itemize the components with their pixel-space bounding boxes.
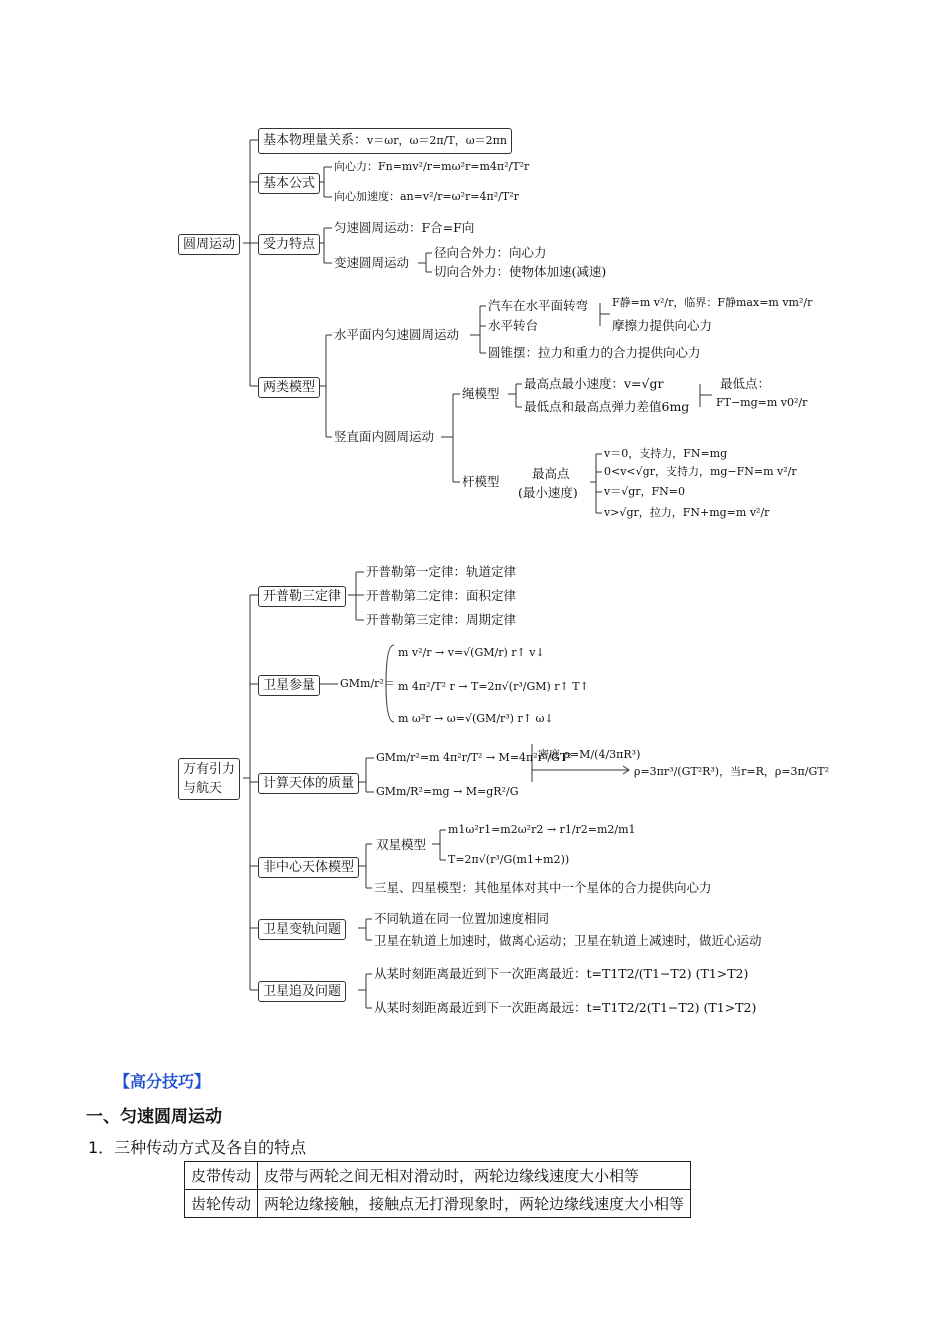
gravity-root-line1: 万有引力 bbox=[183, 762, 236, 777]
kepler-second-law: 开普勒第二定律：面积定律 bbox=[366, 588, 517, 603]
tips-heading: 【高分技巧】 bbox=[114, 1072, 211, 1091]
basic-formula-node: 基本公式 bbox=[258, 173, 320, 194]
rod-model-text: 杆模型 bbox=[462, 474, 500, 489]
centripetal-force-formula: 向心力：Fn=mv²/r=mω²r=m4π²/T²r bbox=[334, 160, 530, 173]
mass-calculation-node: 计算天体的质量 bbox=[258, 773, 359, 794]
vertical-motion-text: 竖直面内圆周运动 bbox=[334, 429, 435, 444]
gravity-root-line2: 与航天 bbox=[183, 781, 223, 796]
orbit-change-node: 卫星变轨问题 bbox=[258, 919, 346, 940]
orbit-change-line2: 卫星在轨道上加速时，做离心运动；卫星在轨道上减速时，做近心运动 bbox=[374, 933, 762, 948]
table-row bbox=[185, 1190, 691, 1218]
basic-quantity-formula: v＝ωr，ω＝2π/T，ω＝2πn bbox=[367, 134, 507, 147]
kepler-first-law: 开普勒第一定律：轨道定律 bbox=[366, 564, 517, 579]
rope-difference-text: 最低点和最高点弹力差值6mg bbox=[524, 399, 690, 414]
centripetal-acceleration-formula: 向心加速度：an=v²/r=ω²r=4π²/T²r bbox=[334, 190, 519, 203]
satellite-chase-node: 卫星追及问题 bbox=[258, 981, 346, 1002]
rope-min-speed-text: 最高点最小速度：v=√gr bbox=[524, 376, 664, 391]
binary-ratio-formula: m1ω²r1=m2ω²r2 → r1/r2=m2/m1 bbox=[448, 823, 636, 836]
circular-root-node: 圆周运动 bbox=[178, 234, 240, 255]
rope-lowest-formula: FT−mg=m v0²/r bbox=[716, 396, 808, 409]
satellite-velocity-formula: m v²/r → v=√(GM/r) r↑ v↓ bbox=[398, 646, 545, 659]
uniform-motion-text: 匀速圆周运动：F合=F向 bbox=[334, 220, 475, 235]
satellite-period-formula: m 4π²/T² r → T=2π√(r³/GM) r↑ T↑ bbox=[398, 680, 589, 693]
rod-case-4: v>√gr，拉力，FN+mg=m v²/r bbox=[604, 506, 770, 519]
chase-nearest-text: 从某时刻距离最近到下一次距离最近：t=T1T2/(T1−T2) (T1>T2) bbox=[374, 966, 749, 981]
basic-quantity-node bbox=[258, 128, 512, 154]
mass-by-gravity-formula: GMm/R²=mg → M=gR²/G bbox=[376, 785, 519, 798]
conical-pendulum-text: 圆锥摆：拉力和重力的合力提供向心力 bbox=[488, 345, 701, 360]
basic-quantity-label: 基本物理量关系： bbox=[263, 133, 368, 148]
rod-case-2: 0<v<√gr，支持力，mg−FN=m v²/r bbox=[604, 465, 797, 478]
variable-motion-text: 变速圆周运动 bbox=[334, 255, 410, 270]
radial-force-text: 径向合外力：向心力 bbox=[434, 245, 547, 260]
non-central-node: 非中心天体模型 bbox=[258, 857, 359, 878]
section-title: 一、匀速圆周运动 bbox=[86, 1107, 222, 1127]
friction-provides-text: 摩擦力提供向心力 bbox=[612, 318, 713, 333]
horizontal-motion-text: 水平面内匀速圆周运动 bbox=[334, 327, 460, 342]
density-formula: 密度 ρ=M/(4/3πR³) bbox=[538, 748, 641, 761]
car-turning-text: 汽车在水平面转弯 bbox=[488, 298, 589, 313]
gravity-lhs-formula: GMm/r²＝ bbox=[340, 677, 395, 690]
table-cell-type: 皮带传动 bbox=[185, 1162, 258, 1190]
kepler-node: 开普勒三定律 bbox=[258, 586, 346, 607]
table-cell-feature: 皮带与两轮之间无相对滑动时，两轮边缘线速度大小相等 bbox=[258, 1162, 691, 1190]
chase-farthest-text: 从某时刻距离最近到下一次距离最远：t=T1T2/2(T1−T2) (T1>T2) bbox=[374, 1000, 757, 1015]
satellite-params-node: 卫星参量 bbox=[258, 675, 320, 696]
force-feature-node: 受力特点 bbox=[258, 234, 320, 255]
rod-case-1: v＝0，支持力，FN=mg bbox=[604, 447, 728, 460]
rope-lowest-text: 最低点： bbox=[720, 376, 771, 391]
table-cell-feature: 两轮边缘接触，接触点无打滑现象时，两轮边缘线速度大小相等 bbox=[258, 1190, 691, 1218]
static-friction-formula: F静=m v²/r，临界：F静max=m vm²/r bbox=[612, 296, 813, 309]
mass-by-orbit-formula: GMm/r²=m 4π²r/T² → M=4π²r³/GT² bbox=[376, 751, 572, 764]
rod-min-speed-text: (最小速度) bbox=[518, 485, 578, 500]
kepler-third-law: 开普勒第三定律：周期定律 bbox=[366, 612, 517, 627]
table-cell-type: 齿轮传动 bbox=[185, 1190, 258, 1218]
table-row bbox=[185, 1162, 691, 1190]
two-models-node: 两类模型 bbox=[258, 377, 320, 398]
gravity-root-node bbox=[178, 758, 240, 800]
density-result-formula: ρ=3πr³/(GT²R³)，当r=R，ρ=3π/GT² bbox=[634, 765, 830, 778]
turntable-text: 水平转台 bbox=[488, 318, 539, 333]
satellite-angular-formula: m ω²r → ω=√(GM/r³) r↑ ω↓ bbox=[398, 712, 554, 725]
transmission-table bbox=[184, 1161, 691, 1218]
binary-period-formula: T=2π√(r³/G(m1+m2)) bbox=[448, 853, 570, 866]
subsection-title: 1．三种传动方式及各自的特点 bbox=[88, 1138, 307, 1157]
binary-star-text: 双星模型 bbox=[376, 837, 427, 852]
orbit-change-line1: 不同轨道在同一位置加速度相同 bbox=[374, 911, 550, 926]
rod-top-text: 最高点 bbox=[532, 466, 570, 481]
rope-model-text: 绳模型 bbox=[462, 386, 500, 401]
tangential-force-text: 切向合外力：使物体加速(减速) bbox=[434, 264, 607, 279]
rod-case-3: v＝√gr，FN=0 bbox=[604, 485, 685, 498]
multi-star-text: 三星、四星模型：其他星体对其中一个星体的合力提供向心力 bbox=[374, 880, 712, 895]
